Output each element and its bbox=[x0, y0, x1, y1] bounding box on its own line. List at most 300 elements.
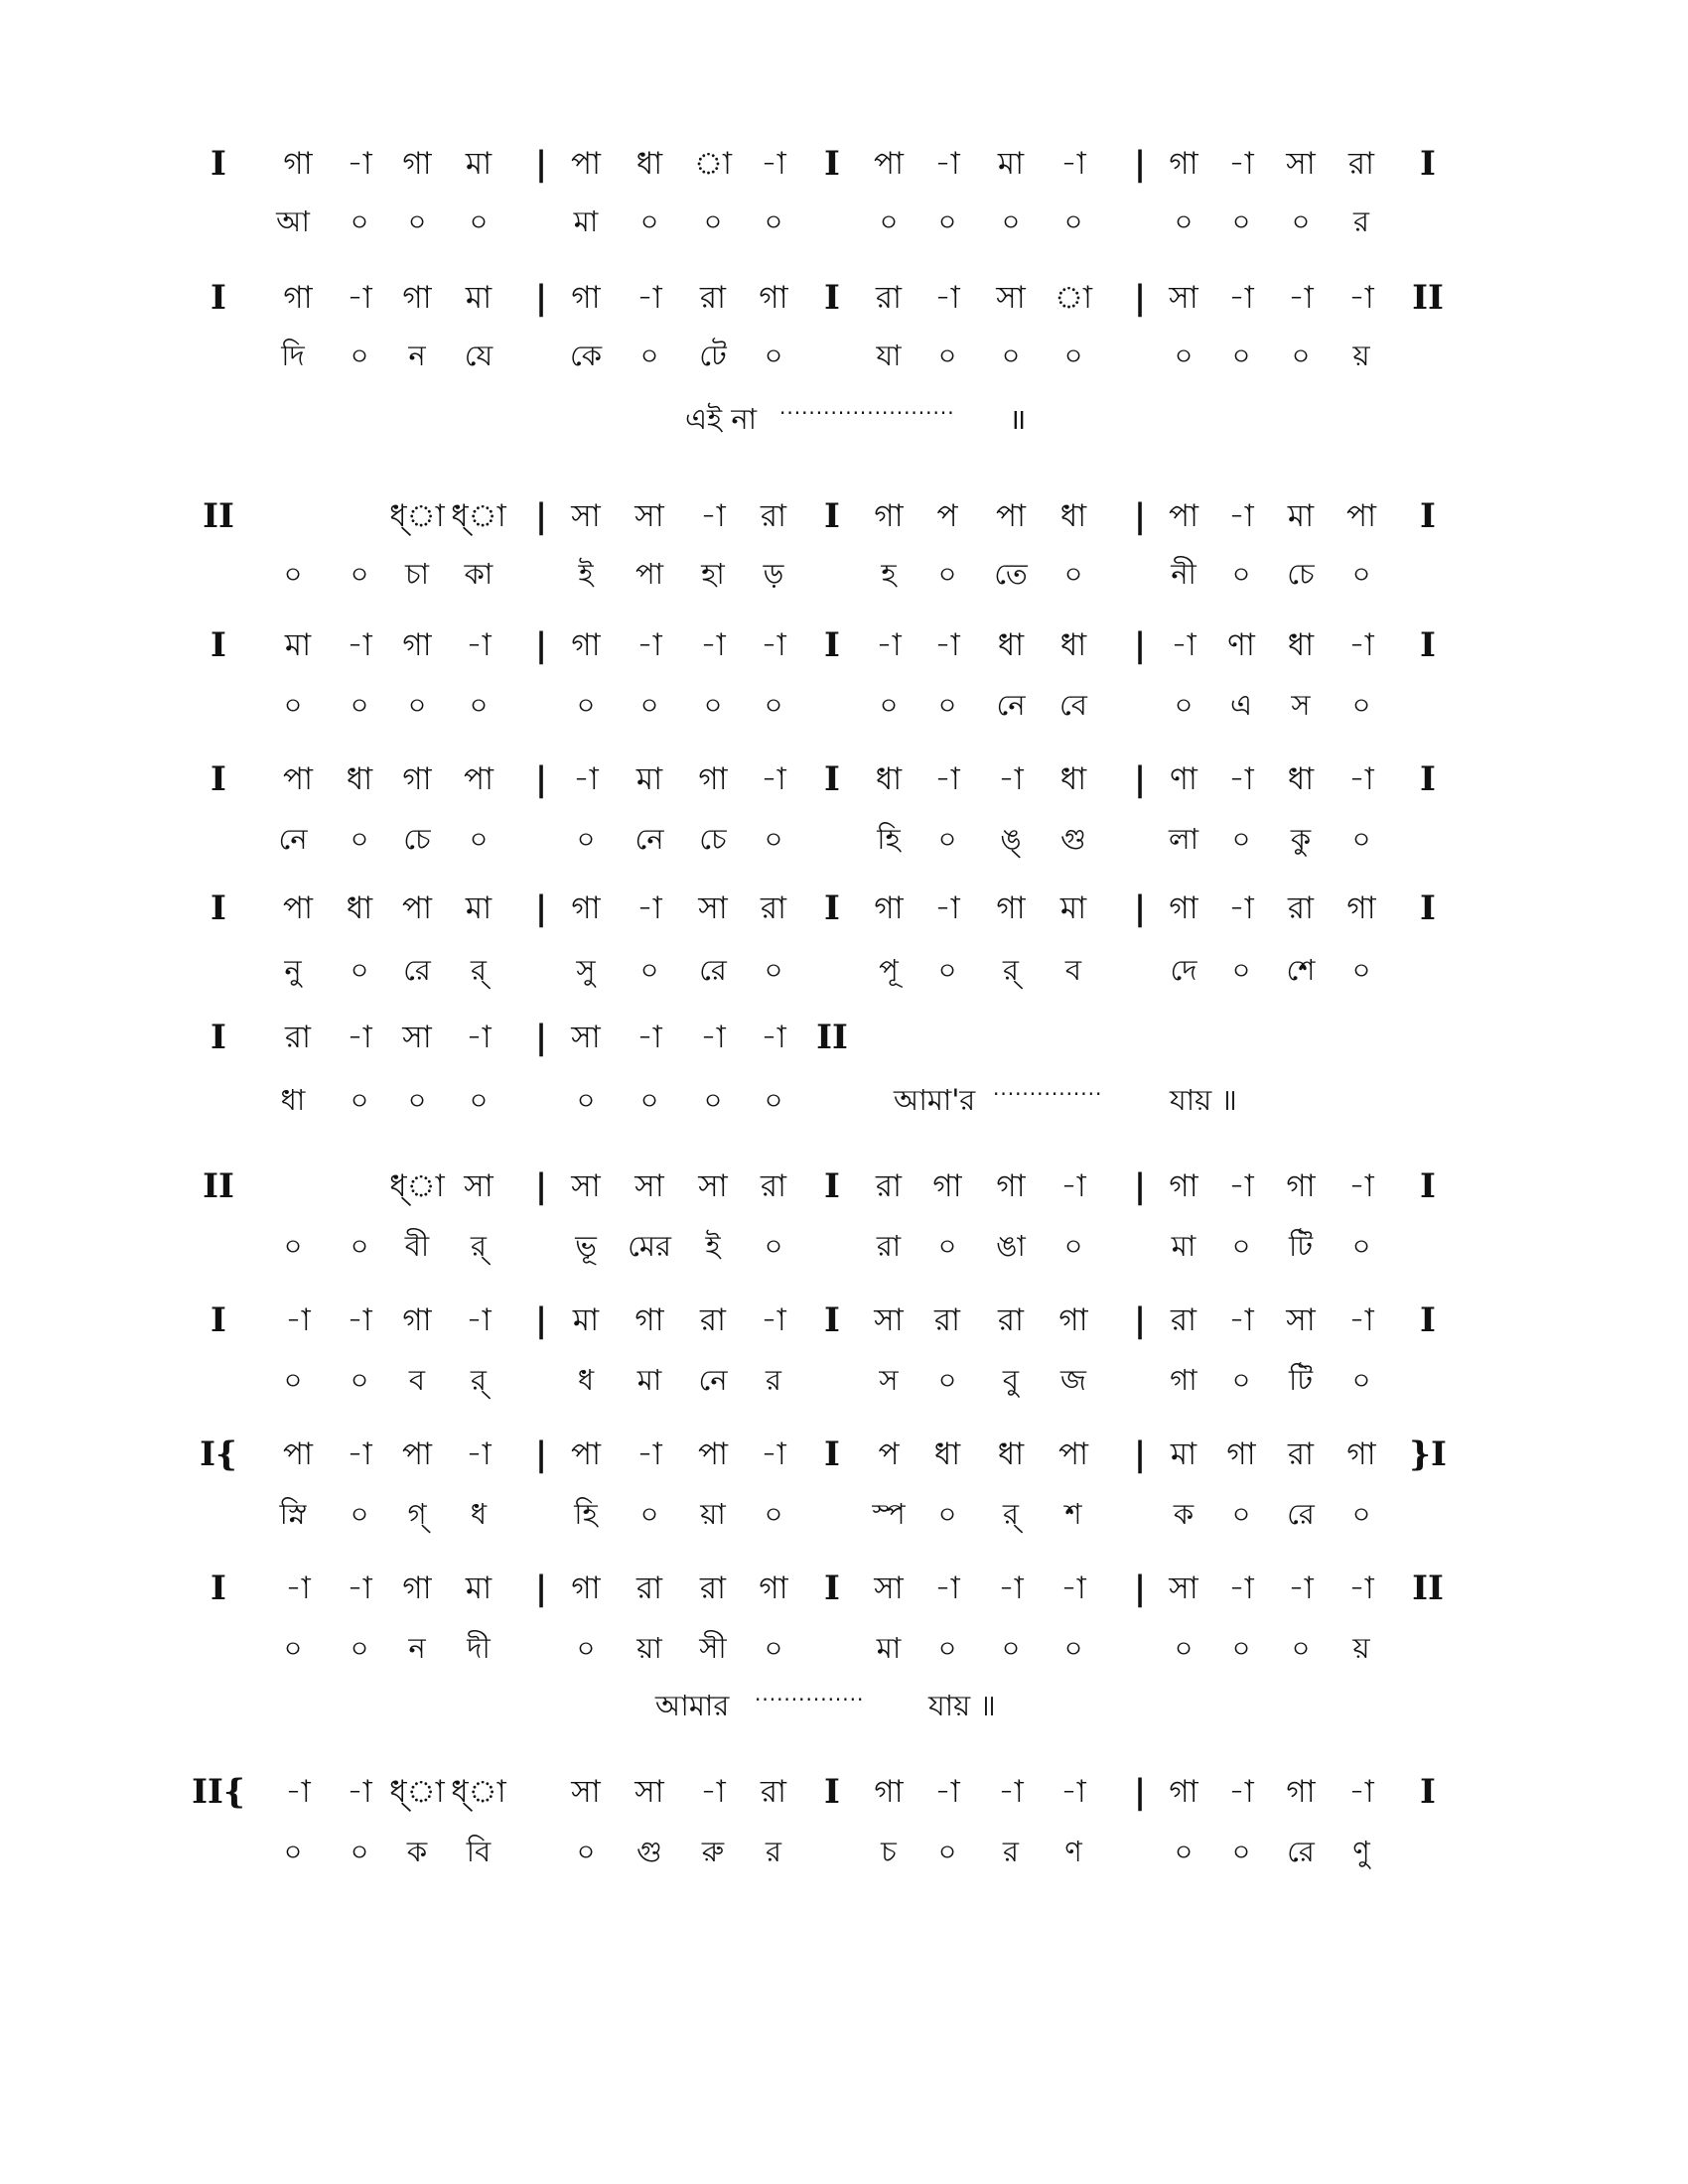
lyric-syllable: বী bbox=[404, 1229, 430, 1263]
lyric-syllable: হি bbox=[877, 822, 901, 856]
swara-note: -া bbox=[1228, 498, 1254, 534]
swara-note: মা bbox=[572, 1302, 600, 1338]
lyric-syllable: শ bbox=[1064, 1497, 1082, 1531]
swara-note: া bbox=[1054, 280, 1092, 316]
lyric-syllable: ০ bbox=[1231, 1229, 1251, 1263]
swara-note: রা bbox=[699, 1302, 727, 1338]
lyric-syllable: ০ bbox=[350, 1631, 369, 1665]
swara-note: -া bbox=[998, 761, 1024, 797]
swara-note: -া bbox=[466, 1020, 492, 1055]
lyric-syllable: ০ bbox=[764, 1083, 783, 1117]
refrain-dots: ························ bbox=[779, 401, 955, 425]
swara-note: ধ্া bbox=[389, 498, 445, 534]
swara-note: -া bbox=[700, 1774, 726, 1810]
bar-line: I bbox=[824, 625, 840, 665]
swara-note: রা bbox=[1287, 890, 1315, 926]
swara-note: গা bbox=[634, 1302, 664, 1338]
lyric-line bbox=[0, 1484, 1688, 1544]
swara-note: পা bbox=[282, 761, 314, 797]
bar-line: | bbox=[1133, 278, 1147, 318]
lyric-line bbox=[0, 1618, 1688, 1678]
lyric-syllable: র bbox=[1003, 1835, 1019, 1868]
swara-note: -া bbox=[1288, 280, 1314, 316]
lyric-syllable: ০ bbox=[937, 953, 957, 987]
swara-note: -া bbox=[636, 280, 662, 316]
swara-note: গা bbox=[1169, 890, 1198, 926]
swara-note: -া bbox=[934, 761, 960, 797]
swara-note: -া bbox=[934, 627, 960, 663]
bar-line: | bbox=[1133, 144, 1147, 184]
lyric-syllable: ০ bbox=[1231, 1631, 1251, 1665]
swara-note: পা bbox=[463, 761, 494, 797]
lyric-syllable: ০ bbox=[703, 688, 723, 722]
lyric-syllable: র bbox=[1353, 205, 1369, 238]
swara-note: -া bbox=[1228, 1570, 1254, 1606]
swara-note: ধা bbox=[1287, 761, 1315, 797]
lyric-syllable: য় bbox=[1352, 1631, 1370, 1665]
lyric-syllable: ০ bbox=[576, 822, 596, 856]
swara-note: পা bbox=[697, 1436, 729, 1472]
bar-line: | bbox=[1133, 1434, 1147, 1474]
lyric-syllable: র bbox=[766, 1835, 781, 1868]
swara-note: -া bbox=[347, 627, 372, 663]
lyric-syllable: স bbox=[879, 1363, 899, 1397]
lyric-syllable: মা bbox=[573, 205, 599, 238]
notation-line bbox=[0, 268, 1688, 328]
swara-note: গা bbox=[1346, 1436, 1376, 1472]
swara-note: -া bbox=[347, 280, 372, 316]
swara-note: রা bbox=[760, 498, 787, 534]
swara-note: রা bbox=[1347, 146, 1375, 182]
swara-note: -া bbox=[934, 146, 960, 182]
bar-line: I bbox=[824, 1434, 840, 1474]
lyric-syllable: ০ bbox=[879, 688, 899, 722]
swara-note: সা bbox=[698, 1168, 728, 1204]
swara-note: মা bbox=[635, 761, 663, 797]
notation-line bbox=[0, 486, 1688, 546]
lyric-line bbox=[0, 192, 1688, 251]
swara-note: পা bbox=[401, 890, 433, 926]
lyric-syllable: ০ bbox=[937, 339, 957, 372]
lyric-syllable: ০ bbox=[639, 1083, 659, 1117]
lyric-syllable: ন bbox=[408, 339, 426, 372]
notation-line bbox=[0, 750, 1688, 809]
lyric-syllable: ০ bbox=[1291, 1631, 1311, 1665]
notation-line bbox=[0, 134, 1688, 194]
lyric-syllable: ণু bbox=[1352, 1835, 1370, 1868]
swara-note: ধা bbox=[1059, 498, 1087, 534]
swara-note: -া bbox=[761, 1302, 786, 1338]
bar-line: | bbox=[1133, 625, 1147, 665]
lyric-syllable: র্ bbox=[471, 1363, 487, 1397]
swara-note: -া bbox=[1348, 280, 1374, 316]
lyric-line bbox=[0, 1822, 1688, 1881]
lyric-syllable: কে bbox=[569, 339, 603, 372]
swara-note: -া bbox=[1060, 1168, 1086, 1204]
lyric-syllable: ০ bbox=[1174, 1835, 1194, 1868]
lyric-syllable: ০ bbox=[407, 1083, 427, 1117]
swara-note: সা bbox=[634, 1168, 664, 1204]
swara-note: রা bbox=[635, 1570, 663, 1606]
swara-note: -া bbox=[636, 890, 662, 926]
lyric-line bbox=[0, 326, 1688, 385]
swara-note: প bbox=[936, 498, 958, 534]
lyric-syllable: চে bbox=[1287, 557, 1315, 591]
swara-note: -া bbox=[1060, 1774, 1086, 1810]
bar-line: I bbox=[824, 278, 840, 318]
swara-note: সা bbox=[874, 1570, 904, 1606]
swara-note: -া bbox=[347, 1436, 372, 1472]
lyric-syllable: ০ bbox=[937, 1229, 957, 1263]
lyric-syllable: ০ bbox=[407, 688, 427, 722]
refrain-end: যায় ॥ bbox=[928, 1689, 996, 1722]
swara-note: ধা bbox=[933, 1436, 961, 1472]
lyric-line bbox=[0, 1216, 1688, 1276]
lyric-syllable: ০ bbox=[1063, 1229, 1083, 1263]
swara-note: রা bbox=[284, 1020, 312, 1055]
bar-line: I bbox=[211, 278, 226, 318]
swara-note: পা bbox=[401, 1436, 433, 1472]
lyric-syllable: ০ bbox=[937, 1835, 957, 1868]
bar-line: I bbox=[211, 1569, 226, 1608]
swara-note: সা bbox=[571, 1020, 601, 1055]
swara-note: গা bbox=[1226, 1436, 1256, 1472]
swara-note: সা bbox=[402, 1020, 432, 1055]
swara-note: -া bbox=[636, 1020, 662, 1055]
swara-note: পা bbox=[1057, 1436, 1089, 1472]
swara-note: রা bbox=[760, 1774, 787, 1810]
notation-line bbox=[0, 1762, 1688, 1822]
lyric-syllable: ০ bbox=[350, 822, 369, 856]
lyric-syllable: ০ bbox=[1063, 205, 1083, 238]
lyric-syllable: ০ bbox=[764, 1229, 783, 1263]
lyric-syllable: টি bbox=[1288, 1229, 1314, 1263]
swara-note: গা bbox=[874, 1774, 904, 1810]
swara-note: -া bbox=[1228, 146, 1254, 182]
swara-note: সা bbox=[571, 1774, 601, 1810]
swara-note: ধা bbox=[635, 146, 663, 182]
notation-line bbox=[0, 1157, 1688, 1216]
lyric-syllable: যা bbox=[876, 339, 902, 372]
swara-note: -া bbox=[761, 627, 786, 663]
lyric-syllable: ০ bbox=[937, 822, 957, 856]
lyric-syllable: ০ bbox=[1001, 1631, 1021, 1665]
swara-note: পা bbox=[570, 146, 602, 182]
notation-line bbox=[0, 879, 1688, 938]
lyric-syllable: ০ bbox=[764, 822, 783, 856]
lyric-syllable: ০ bbox=[1351, 822, 1371, 856]
lyric-syllable: র্ bbox=[1003, 1497, 1019, 1531]
swara-note: -া bbox=[466, 1436, 492, 1472]
swara-note: মা bbox=[1059, 890, 1087, 926]
swara-note: -া bbox=[1348, 627, 1374, 663]
swara-note: -া bbox=[1228, 1302, 1254, 1338]
swara-note: সা bbox=[698, 890, 728, 926]
lyric-syllable: কু bbox=[1290, 822, 1312, 856]
lyric-line bbox=[0, 675, 1688, 735]
lyric-syllable: ০ bbox=[1351, 1229, 1371, 1263]
swara-note: পা bbox=[570, 1436, 602, 1472]
lyric-line bbox=[0, 1350, 1688, 1410]
refrain-dots: ··············· bbox=[755, 1688, 865, 1711]
lyric-syllable: ০ bbox=[1231, 557, 1251, 591]
lyric-syllable: আ bbox=[276, 205, 310, 238]
swara-note: পা bbox=[282, 1436, 314, 1472]
swara-note: গা bbox=[1169, 146, 1198, 182]
bar-line: II bbox=[203, 1166, 234, 1206]
swara-note: গা bbox=[996, 1168, 1026, 1204]
lyric-syllable: ০ bbox=[703, 1083, 723, 1117]
notation-line bbox=[0, 1425, 1688, 1484]
bar-line: I bbox=[1420, 759, 1436, 799]
lyric-syllable: য়া bbox=[636, 1631, 662, 1665]
lyric-syllable: নে bbox=[278, 822, 308, 856]
lyric-syllable: ০ bbox=[283, 1363, 303, 1397]
lyric-syllable: টে bbox=[699, 339, 727, 372]
lyric-line bbox=[0, 809, 1688, 869]
lyric-syllable: ক bbox=[1173, 1497, 1195, 1531]
lyric-syllable: ০ bbox=[283, 688, 303, 722]
swara-note: -া bbox=[1228, 280, 1254, 316]
lyric-syllable: ০ bbox=[937, 1497, 957, 1531]
swara-note: ণা bbox=[1170, 761, 1197, 797]
swara-note: রা bbox=[875, 280, 903, 316]
swara-note: মা bbox=[465, 890, 492, 926]
lyric-syllable: ০ bbox=[937, 205, 957, 238]
lyric-syllable: ০ bbox=[1231, 822, 1251, 856]
swara-note: মা bbox=[465, 280, 492, 316]
bar-line: | bbox=[534, 888, 548, 928]
swara-note: রা bbox=[760, 1168, 787, 1204]
swara-note: া bbox=[693, 146, 732, 182]
lyric-syllable: রে bbox=[699, 953, 727, 987]
notation-line bbox=[0, 1008, 1688, 1067]
swara-note: গা bbox=[1058, 1302, 1088, 1338]
swara-note: -া bbox=[1228, 1774, 1254, 1810]
swara-note: -া bbox=[1348, 1302, 1374, 1338]
lyric-syllable: ০ bbox=[1001, 339, 1021, 372]
lyric-syllable: ধ bbox=[577, 1363, 595, 1397]
swara-note: মা bbox=[284, 627, 312, 663]
swara-note: -া bbox=[761, 1436, 786, 1472]
lyric-syllable: ০ bbox=[576, 1083, 596, 1117]
lyric-syllable: ০ bbox=[576, 1835, 596, 1868]
bar-line: I bbox=[1420, 1166, 1436, 1206]
lyric-syllable: ০ bbox=[1231, 1835, 1251, 1868]
refrain-caption: আমা'র bbox=[894, 1083, 976, 1117]
lyric-syllable: ০ bbox=[764, 1497, 783, 1531]
lyric-syllable: ০ bbox=[937, 557, 957, 591]
swara-note: পা bbox=[282, 890, 314, 926]
lyric-syllable: ব bbox=[1064, 953, 1082, 987]
swara-note: পা bbox=[1345, 498, 1377, 534]
lyric-syllable: যে bbox=[464, 339, 493, 372]
notation-line bbox=[0, 1291, 1688, 1350]
lyric-syllable: ০ bbox=[937, 1363, 957, 1397]
lyric-syllable: পা bbox=[634, 557, 664, 591]
lyric-syllable: হ bbox=[881, 557, 897, 591]
swara-note: -া bbox=[934, 1774, 960, 1810]
lyric-syllable: পূ bbox=[879, 953, 899, 987]
swara-note: সা bbox=[571, 498, 601, 534]
lyric-syllable: জ bbox=[1060, 1363, 1086, 1397]
lyric-syllable: ০ bbox=[1291, 339, 1311, 372]
swara-note: -া bbox=[1228, 761, 1254, 797]
bar-line: II bbox=[203, 496, 234, 536]
swara-note: গা bbox=[1286, 1774, 1316, 1810]
lyric-syllable: ০ bbox=[350, 339, 369, 372]
bar-line: II bbox=[816, 1018, 848, 1057]
swara-note: গা bbox=[571, 627, 601, 663]
swara-note: -া bbox=[1348, 761, 1374, 797]
lyric-syllable: মা bbox=[876, 1631, 902, 1665]
swara-note: -া bbox=[700, 498, 726, 534]
swara-note: -া bbox=[466, 627, 492, 663]
lyric-syllable: ব bbox=[408, 1363, 426, 1397]
lyric-syllable: ০ bbox=[283, 1835, 303, 1868]
swara-note: -া bbox=[573, 761, 599, 797]
swara-note: -া bbox=[1228, 890, 1254, 926]
swara-note: পা bbox=[995, 498, 1027, 534]
swara-note: ধা bbox=[346, 761, 373, 797]
lyric-syllable: য়া bbox=[700, 1497, 726, 1531]
lyric-syllable: ঙ্ bbox=[1000, 822, 1022, 856]
bar-line: I bbox=[211, 625, 226, 665]
lyric-syllable: র bbox=[766, 1363, 781, 1397]
lyric-syllable: ০ bbox=[764, 688, 783, 722]
swara-note: -া bbox=[347, 1020, 372, 1055]
lyric-syllable: ০ bbox=[1351, 1497, 1371, 1531]
lyric-syllable: চ bbox=[881, 1835, 897, 1868]
bar-line: I bbox=[211, 888, 226, 928]
swara-note: -া bbox=[636, 1436, 662, 1472]
swara-note: -া bbox=[998, 1570, 1024, 1606]
notation-line bbox=[0, 615, 1688, 675]
swara-note: -া bbox=[934, 280, 960, 316]
swara-note: -া bbox=[876, 627, 902, 663]
bar-line: | bbox=[1133, 496, 1147, 536]
swara-note: -া bbox=[700, 627, 726, 663]
swara-note: প bbox=[878, 1436, 900, 1472]
lyric-syllable: ০ bbox=[350, 1363, 369, 1397]
lyric-syllable: ক bbox=[406, 1835, 428, 1868]
lyric-syllable: ০ bbox=[1351, 688, 1371, 722]
lyric-syllable: গ্ bbox=[407, 1497, 427, 1531]
bar-line: I bbox=[1420, 1300, 1436, 1340]
lyric-syllable: ০ bbox=[576, 688, 596, 722]
lyric-syllable: সু bbox=[576, 953, 596, 987]
swara-note: গা bbox=[996, 890, 1026, 926]
lyric-syllable: ০ bbox=[576, 1631, 596, 1665]
lyric-syllable: হা bbox=[701, 557, 725, 591]
lyric-syllable: ভূ bbox=[575, 1229, 597, 1263]
refrain-caption: আমার bbox=[655, 1689, 730, 1722]
lyric-syllable: ০ bbox=[1231, 339, 1251, 372]
lyric-syllable: ০ bbox=[764, 953, 783, 987]
bar-line: I bbox=[1420, 144, 1436, 184]
lyric-syllable: র্ bbox=[471, 1229, 487, 1263]
bar-line: I bbox=[824, 759, 840, 799]
lyric-syllable: ড় bbox=[763, 557, 784, 591]
lyric-syllable: ০ bbox=[350, 1229, 369, 1263]
swara-note: -া bbox=[636, 627, 662, 663]
swara-note: -া bbox=[761, 146, 786, 182]
lyric-syllable: ০ bbox=[1001, 205, 1021, 238]
lyric-syllable: ০ bbox=[1174, 1631, 1194, 1665]
swara-note: -া bbox=[285, 1302, 311, 1338]
lyric-syllable: বি bbox=[466, 1835, 492, 1868]
swara-note: -া bbox=[1171, 627, 1196, 663]
lyric-syllable: গু bbox=[1060, 822, 1086, 856]
swara-note: -া bbox=[1348, 1168, 1374, 1204]
swara-note: গা bbox=[283, 146, 313, 182]
bar-line: I bbox=[211, 1300, 226, 1340]
lyric-syllable: ০ bbox=[879, 205, 899, 238]
lyric-syllable: স্প bbox=[872, 1497, 906, 1531]
lyric-syllable: ০ bbox=[469, 205, 489, 238]
lyric-syllable: ০ bbox=[639, 953, 659, 987]
refrain-end: ॥ bbox=[1009, 402, 1027, 436]
lyric-syllable: ০ bbox=[1063, 339, 1083, 372]
swara-note: সা bbox=[571, 1168, 601, 1204]
lyric-syllable: মের bbox=[628, 1229, 671, 1263]
lyric-syllable: বে bbox=[1059, 688, 1087, 722]
lyric-syllable: চে bbox=[403, 822, 431, 856]
swara-note: -া bbox=[1228, 1168, 1254, 1204]
lyric-syllable: দী bbox=[467, 1631, 491, 1665]
bar-line: | bbox=[1133, 888, 1147, 928]
swara-note: -া bbox=[934, 1570, 960, 1606]
swara-note: গা bbox=[1286, 1168, 1316, 1204]
swara-note: -া bbox=[934, 890, 960, 926]
swara-note: রা bbox=[699, 280, 727, 316]
swara-note: গা bbox=[402, 1302, 432, 1338]
lyric-syllable: নী bbox=[1171, 557, 1196, 591]
lyric-syllable: ধা bbox=[280, 1083, 306, 1117]
bar-line: | bbox=[534, 1300, 548, 1340]
bar-line: II bbox=[1412, 1569, 1444, 1608]
swara-note: -া bbox=[998, 1774, 1024, 1810]
lyric-syllable: রে bbox=[403, 953, 431, 987]
lyric-syllable: ০ bbox=[937, 688, 957, 722]
lyric-syllable: ০ bbox=[469, 822, 489, 856]
swara-note: গা bbox=[402, 146, 432, 182]
swara-note: মা bbox=[465, 146, 492, 182]
swara-note: গা bbox=[402, 1570, 432, 1606]
bar-line: I bbox=[824, 496, 840, 536]
lyric-syllable: রে bbox=[1287, 1497, 1315, 1531]
lyric-syllable: ০ bbox=[764, 205, 783, 238]
swara-note: -া bbox=[761, 1020, 786, 1055]
swara-note: রা bbox=[997, 1302, 1025, 1338]
lyric-syllable: ০ bbox=[350, 1835, 369, 1868]
bar-line: | bbox=[534, 1018, 548, 1057]
lyric-syllable: বু bbox=[1002, 1363, 1020, 1397]
lyric-syllable: ০ bbox=[469, 688, 489, 722]
swara-note: ধা bbox=[997, 1436, 1025, 1472]
lyric-syllable: নে bbox=[698, 1363, 728, 1397]
swara-note: -া bbox=[347, 1774, 372, 1810]
lyric-syllable: ধ bbox=[470, 1497, 488, 1531]
lyric-syllable: ঙা bbox=[996, 1229, 1026, 1263]
bar-line: II{ bbox=[192, 1772, 245, 1812]
lyric-syllable: সী bbox=[699, 1631, 727, 1665]
swara-note: ধা bbox=[997, 627, 1025, 663]
lyric-syllable: ০ bbox=[639, 1497, 659, 1531]
swara-note: -া bbox=[285, 1570, 311, 1606]
lyric-syllable: নে bbox=[634, 822, 664, 856]
lyric-syllable: ০ bbox=[1174, 688, 1194, 722]
